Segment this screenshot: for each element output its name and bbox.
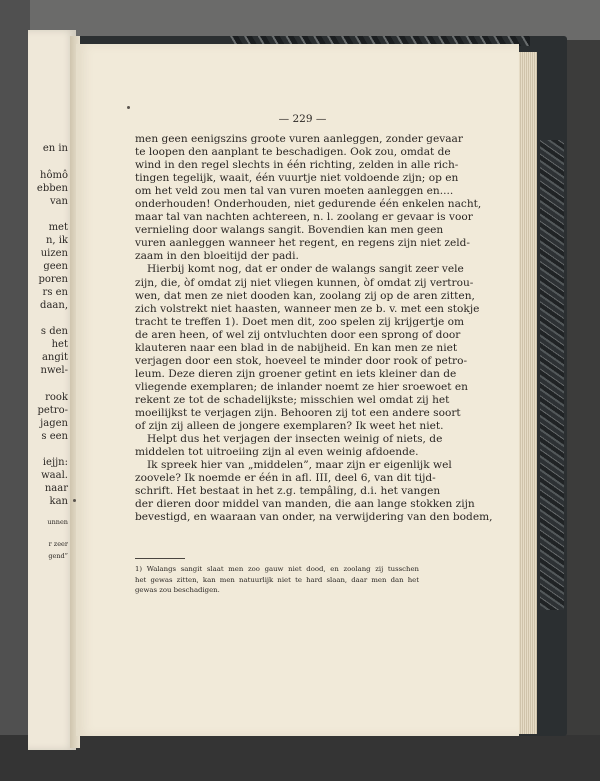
text-line: middelen tot uitroeiing zijn al even weinig afdoende. — [135, 446, 419, 459]
text-line: zijn, die, òf omdat zij niet vliegen kunnen, òf omdat zij vertrou- — [135, 276, 474, 289]
left-fragment: van — [49, 196, 68, 207]
left-fragment: en in — [42, 143, 68, 154]
text-line: tingen tegelijk, waait, één vuurtje niet voldoende zijn; op en — [135, 172, 459, 185]
text-line: wind in den regel slechts in één richting, zelden in alle rich- — [135, 159, 459, 172]
text-line: vliegende exemplaren; de inlander noemt ze hier sroewoet en — [135, 380, 468, 393]
left-fragment: het — [51, 339, 68, 350]
left-fragment: met — [48, 222, 68, 233]
text-line: of zijn zij alleen de jongere exemplaren? Ik weet het niet. — [135, 420, 444, 433]
left-fragment: uizen — [40, 248, 68, 259]
paper-speck — [73, 499, 76, 502]
text-line: om het veld zou men tal van vuren moeten aanleggen en.... — [135, 185, 454, 198]
left-fragment: unnen — [47, 518, 68, 526]
footnote-rule — [135, 558, 185, 559]
text-line: tracht te treffen 1). Doet men dit, zoo spelen zij krijgertje om — [135, 315, 465, 328]
text-line: Ik spreek hier van „middelen”, maar zijn er eigenlijk wel — [147, 459, 452, 472]
text-line: klauteren naar een blad in de nabijheid. En kan men ze niet — [135, 341, 458, 354]
text-line: zoovele? Ik noemde er één in afl. III, deel 6, van dit tijd- — [135, 472, 436, 485]
text-line: vuren aanleggen wanneer het regent, en regens zijn niet zeld- — [135, 237, 471, 250]
text-line: vernieling door walangs sangit. Bovendien kan men geen — [135, 224, 444, 237]
left-fragment: jagen — [40, 418, 68, 429]
page-edges — [517, 52, 537, 734]
text-line: bevestigd, en waaraan van onder, na verwijdering van den bodem, — [135, 511, 493, 524]
backdrop-bottom — [0, 735, 600, 781]
left-fragment: ebben — [36, 183, 68, 194]
left-fragment: rook — [45, 392, 68, 403]
text-line: zich volstrekt niet haasten, wanneer men ze b. v. met een stokje — [135, 302, 480, 315]
text-line: zaam in den bloeitijd der padi. — [135, 250, 299, 263]
left-fragment: geen — [43, 261, 68, 272]
left-fragment: s den — [40, 326, 68, 337]
text-line: Helpt dus het verjagen der insecten weinig of niets, de — [147, 433, 443, 446]
text-line: men geen eenigszins groote vuren aanleggen, zonder gevaar — [135, 133, 463, 145]
footnote-line: het gewas zitten, kan men natuurlijk niet te hard slaan, daar men dan het — [135, 575, 419, 584]
left-fragment: iejjn: — [42, 457, 68, 468]
left-fragment: kan — [49, 496, 68, 507]
left-page-text — [0, 0, 76, 781]
left-fragment: angit — [41, 352, 68, 363]
text-line: Hierbij komt nog, dat er onder de walangs sangit zeer vele — [147, 263, 464, 276]
text-line: wen, dat men ze niet dooden kan, zoolang zij op de aren zitten, — [135, 289, 475, 302]
left-fragment: r zeer — [48, 540, 68, 548]
text-line: der dieren door middel van manden, die aan lange stokken zijn — [135, 498, 475, 511]
text-line: moeilijkst te verjagen zijn. Behooren zij tot een andere soort — [135, 406, 461, 419]
footnotes — [135, 564, 419, 596]
text-line: rekent ze tot de schadelijkste; misschien wel omdat zij het — [135, 393, 450, 406]
paper-speck — [127, 106, 130, 109]
text-line: maar tal van nachten achtereen, n. l. zoolang er gevaar is voor — [135, 211, 473, 224]
text-line: verjagen door een stok, hoeveel te minder door rook of petro- — [135, 354, 468, 367]
text-line: te loopen den aanplant te beschadigen. Ook zou, omdat de — [135, 146, 451, 159]
left-fragment: gend” — [48, 552, 68, 560]
left-fragment: s een — [41, 431, 68, 442]
right-page — [76, 44, 519, 736]
left-fragment: waal. — [41, 470, 68, 481]
marbled-cover-edge — [540, 140, 564, 610]
left-fragment: n, ik — [45, 235, 68, 246]
left-fragment: daan, — [40, 300, 68, 311]
text-line: schrift. Het bestaat in het z.g. tempâling, d.i. het vangen — [135, 485, 441, 498]
body-text — [135, 133, 493, 524]
text-line: de aren heen, of wel zij ontvluchten door een sprong of door — [135, 328, 461, 341]
backdrop-top — [30, 0, 600, 40]
text-line: onderhouden! Onderhouden, niet gedurende één enkelen nacht, — [135, 198, 482, 211]
left-fragment: hômô — [40, 170, 68, 181]
page-number: — 229 — — [278, 113, 327, 125]
left-fragment: naar — [44, 483, 68, 494]
left-fragment: nwel- — [40, 365, 68, 376]
left-fragment: petro- — [37, 405, 68, 416]
left-fragment: poren — [38, 274, 68, 285]
text-line: leum. Deze dieren zijn groener getint en iets kleiner dan de — [135, 367, 457, 380]
footnote-line: 1) Walangs sangit slaat men zoo gauw niet dood, en zoolang zij tusschen — [135, 565, 419, 573]
left-fragment: rs en — [42, 287, 68, 298]
footnote-line: gewas zou beschadigen. — [135, 586, 220, 594]
